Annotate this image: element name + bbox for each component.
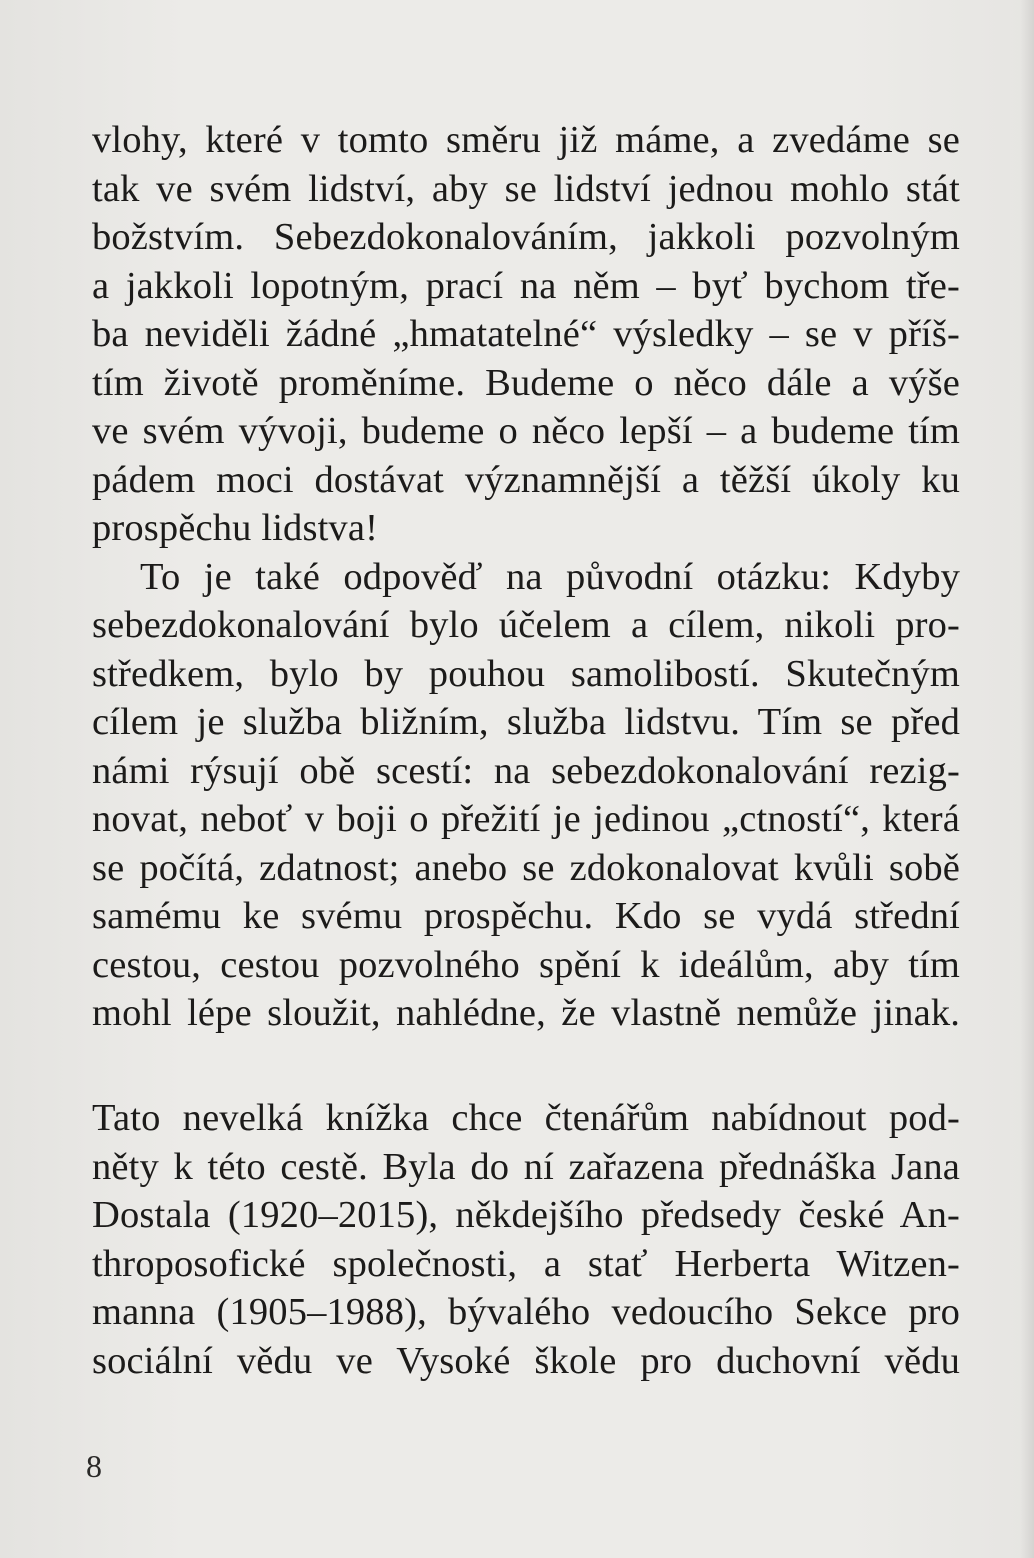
text-line: cestou, cestou pozvolného spění k ideálům, aby tím (92, 943, 960, 986)
text-line: sociální vědu ve Vysoké škole pro duchovní vědu (92, 1339, 960, 1382)
text-line: samému ke svému prospěchu. Kdo se vydá střední (92, 895, 960, 937)
text-line: ba neviděli žádné „hmatatelné“ výsledky – se v příš- (92, 313, 960, 355)
paragraph-3 (92, 1094, 960, 1385)
text-line: prospěchu lidstva! (92, 507, 379, 549)
text-line: Dostala (1920–2015), někdejšího předsedy české An- (92, 1194, 960, 1236)
text-line: něty k této cestě. Byla do ní zařazena přednáška Jana (92, 1145, 960, 1188)
page-edge-shadow (1020, 0, 1034, 1558)
text-line: novat, neboť v boji o přežití je jedinou „ctností“, která (92, 798, 960, 840)
text-line: námi rýsují obě scestí: na sebezdokonalování rezig- (92, 749, 960, 792)
text-line: se počítá, zdatnost; anebo se zdokonalovat kvůli sobě (92, 846, 960, 889)
text-line: božstvím. Sebezdokonalováním, jakkoli pozvolným (92, 216, 960, 258)
paragraph-1 (92, 116, 960, 553)
text-line: sebezdokonalování bylo účelem a cílem, nikoli pro- (92, 604, 960, 646)
text-line: Tato nevelká knížka chce čtenářům nabídnout pod- (92, 1097, 960, 1139)
text-line: tak ve svém lidství, aby se lidství jednou mohlo stát (92, 167, 960, 210)
text-line: ve svém vývoji, budeme o něco lepší – a budeme tím (92, 410, 960, 452)
text-line: throposofické společnosti, a stať Herberta Witzen- (92, 1242, 960, 1285)
page-number: 8 (86, 1448, 102, 1484)
text-line: pádem moci dostávat významnější a těžší úkoly ku (92, 458, 960, 501)
text-line: středkem, bylo by pouhou samolibostí. Skutečným (92, 652, 960, 695)
text-line: manna (1905–1988), bývalého vedoucího Sekce pro (92, 1291, 960, 1333)
text-line: tím životě proměníme. Budeme o něco dále a výše (92, 361, 960, 404)
text-line: cílem je služba bližním, služba lidstvu. Tím se před (92, 701, 960, 743)
text-line: vlohy, které v tomto směru již máme, a zvedáme se (92, 119, 960, 161)
main-text-block (92, 116, 960, 1038)
paragraph-2 (92, 553, 960, 1038)
section-text-block (92, 1094, 960, 1385)
text-line: To je také odpověď na původní otázku: Kdyby (140, 555, 960, 598)
text-line: mohl lépe sloužit, nahlédne, že vlastně nemůže jinak. (92, 992, 960, 1034)
text-line: a jakkoli lopotným, prací na něm – byť bychom tře- (92, 264, 960, 307)
